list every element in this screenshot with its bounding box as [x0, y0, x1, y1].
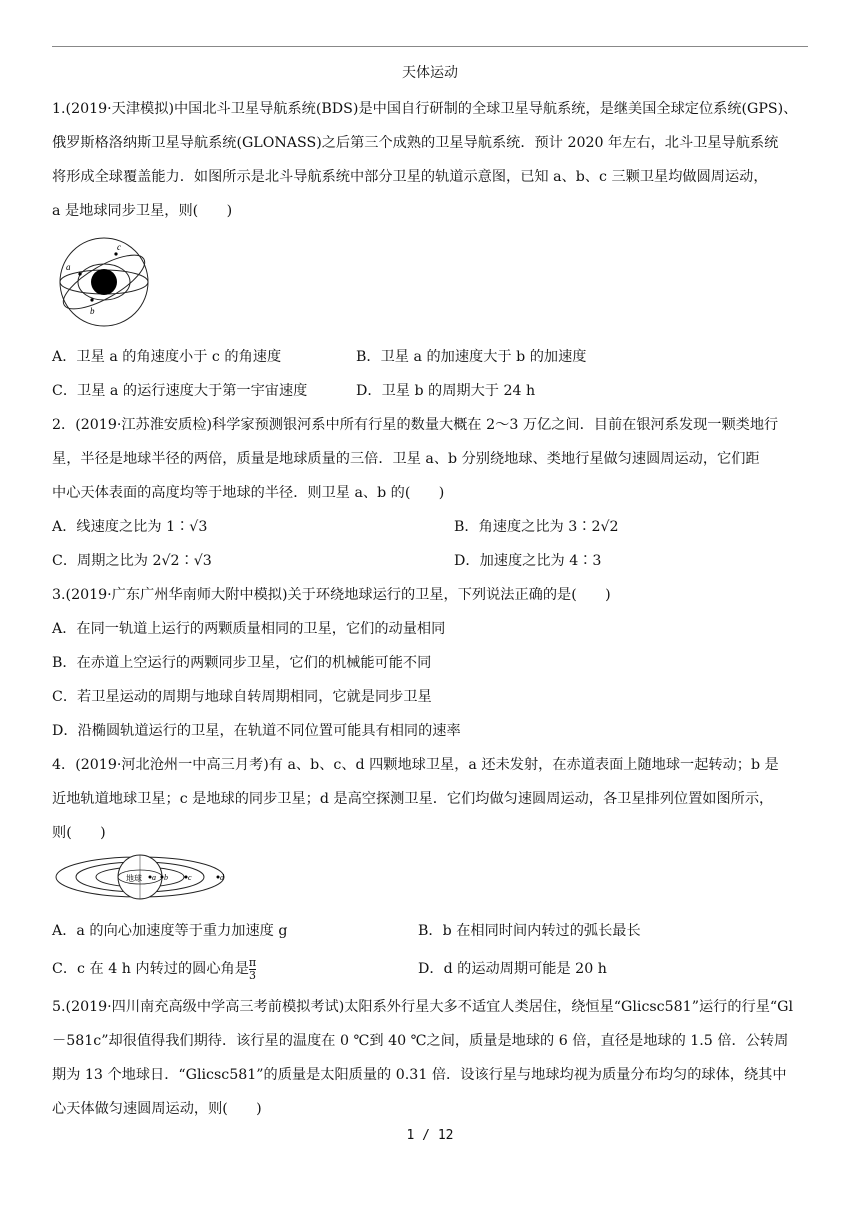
- q3-option-a: A．在同一轨道上运行的两颗质量相同的卫星，它们的动量相同: [52, 621, 446, 637]
- q1-fig-label-b: b: [90, 306, 95, 316]
- q4-fig-label-c: c: [188, 873, 192, 882]
- q1-fig-label-a: a: [66, 262, 71, 272]
- q3-line-1: 3.(2019·广东广州华南师大附中模拟)关于环绕地球运行的卫星，下列说法正确的是( ): [52, 587, 611, 603]
- q3-option-c: C．若卫星运动的周期与地球自转周期相同，它就是同步卫星: [52, 689, 432, 705]
- q1-orbit-figure: [54, 232, 162, 332]
- q1-option-b: B．卫星 a 的加速度大于 b 的加速度: [356, 349, 587, 365]
- q4-fraction-numerator: π: [248, 955, 257, 969]
- q2-line-3: 中心天体表面的高度均等于地球的半径．则卫星 a、b 的( ): [52, 485, 445, 501]
- q2-option-b: B．角速度之比为 3∶2√2: [454, 519, 619, 535]
- q1-line-3: 将形成全球覆盖能力．如图所示是北斗导航系统中部分卫星的轨道示意图，已知 a、b、c 三颗卫星均做圆周运动，: [52, 169, 768, 185]
- q1-option-d: D．卫星 b 的周期大于 24 h: [356, 383, 536, 399]
- q2-line-1: 2．(2019·江苏淮安质检)科学家预测银河系中所有行星的数量大概在 2～3 万亿之间．目前在银河系发现一颗类地行: [52, 417, 779, 433]
- q4-line-3: 则( ): [52, 825, 106, 841]
- q3-option-b: B．在赤道上空运行的两颗同步卫星，它们的机械能可能不同: [52, 655, 432, 671]
- q4-fig-label-d: d: [220, 873, 224, 882]
- q1-option-a: A．卫星 a 的角速度小于 c 的角速度: [52, 349, 282, 365]
- q1-line-1: 1.(2019·天津模拟)中国北斗卫星导航系统(BDS)是中国自行研制的全球卫星导航系统，是继美国全球定位系统(GPS)、: [52, 101, 798, 117]
- q4-fig-earth-label: 地球: [126, 874, 142, 883]
- q4-option-c-text: C．c 在 4 h 内转过的圆心角是: [52, 961, 249, 977]
- q4-fig-label-b: b: [164, 873, 168, 882]
- q1-line-4: a 是地球同步卫星，则( ): [52, 203, 233, 219]
- q2-option-d: D．加速度之比为 4∶3: [454, 553, 602, 569]
- page-number: 1 / 12: [406, 1128, 454, 1143]
- q4-option-c-fraction: [249, 957, 256, 982]
- q4-orbit-figure: [52, 852, 242, 902]
- q2-option-c: C．周期之比为 2√2∶√3: [52, 553, 212, 569]
- page-title: 天体运动: [402, 65, 458, 81]
- q1-line-2: 俄罗斯格洛纳斯卫星导航系统(GLONASS)之后第三个成熟的卫星导航系统．预计 2020 年左右，北斗卫星导航系统: [52, 135, 779, 151]
- q5-line-4: 心天体做匀速圆周运动，则( ): [52, 1101, 262, 1117]
- header-rule: [52, 46, 808, 47]
- q1-option-c: C．卫星 a 的运行速度大于第一宇宙速度: [52, 383, 308, 399]
- q4-fig-label-a: a: [152, 873, 156, 882]
- q2-option-a: A．线速度之比为 1∶√3: [52, 519, 208, 535]
- q4-option-d: D．d 的运动周期可能是 20 h: [418, 961, 607, 977]
- q4-option-b: B．b 在相同时间内转过的弧长最长: [418, 923, 641, 939]
- q4-option-a: A．a 的向心加速度等于重力加速度 g: [52, 923, 288, 939]
- q4-fraction-denominator: 3: [249, 968, 256, 982]
- q4-option-c: [52, 952, 256, 986]
- q3-option-d: D．沿椭圆轨道运行的卫星，在轨道不同位置可能具有相同的速率: [52, 723, 461, 739]
- q5-line-2: －581c”却很值得我们期待．该行星的温度在 0 ℃到 40 ℃之间，质量是地球的 6 倍，直径是地球的 1.5 倍．公转周: [52, 1033, 789, 1049]
- q5-line-1: 5.(2019·四川南充高级中学高三考前模拟考试)太阳系外行星大多不适宜人类居住，绕恒星“Glicsc581”运行的行星“Gl: [52, 999, 794, 1015]
- q4-line-1: 4．(2019·河北沧州一中高三月考)有 a、b、c、d 四颗地球卫星，a 还未发射，在赤道表面上随地球一起转动；b 是: [52, 757, 779, 773]
- q1-fig-label-c: c: [117, 242, 121, 252]
- q5-line-3: 期为 13 个地球日．“Glicsc581”的质量是太阳质量的 0.31 倍．设该行星与地球均视为质量分布均匀的球体，绕其中: [52, 1067, 787, 1083]
- q2-line-2: 星，半径是地球半径的两倍，质量是地球质量的三倍．卫星 a、b 分别绕地球、类地行星做匀速圆周运动，它们距: [52, 451, 760, 467]
- q4-line-2: 近地轨道地球卫星；c 是地球的同步卫星；d 是高空探测卫星．它们均做匀速圆周运动，各卫星排列位置如图所示，: [52, 791, 774, 807]
